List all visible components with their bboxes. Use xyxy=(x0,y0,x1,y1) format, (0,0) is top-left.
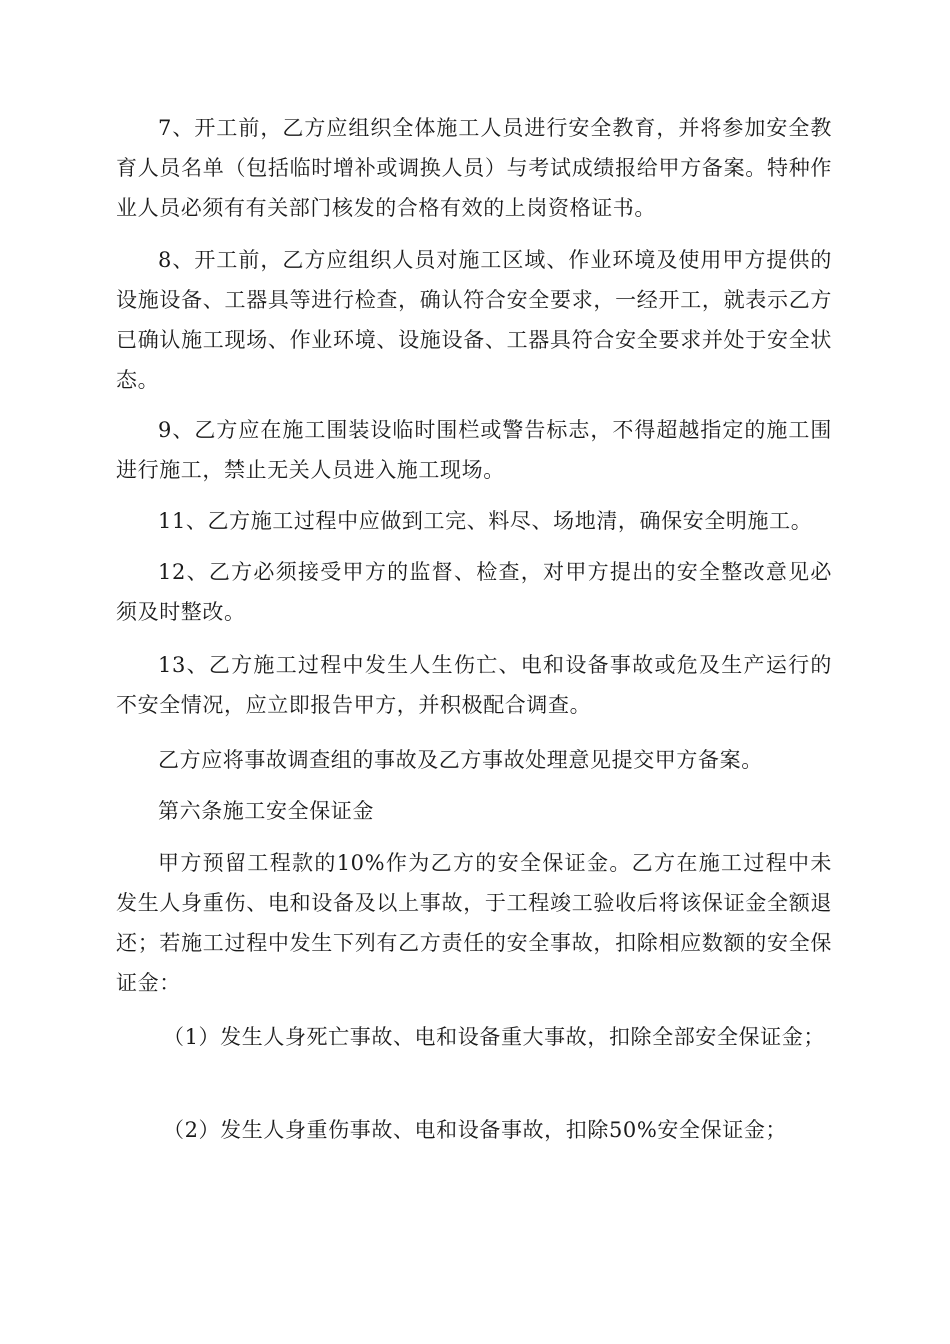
paragraph-deduction-2: （2）发生人身重伤事故、电和设备事故，扣除50%安全保证金； xyxy=(163,1118,788,1142)
paragraph-item-8: 8、开工前，乙方应组织人员对施工区域、作业环境及使用甲方提供的设施设备、工器具等进行检查，确认符合安全要求，一经开工，就表示乙方已确认施工现场、作业环境、设施设备、工器具符合安全要求并处于安全状态。 xyxy=(116,248,832,392)
paragraph-accident-report: 乙方应将事故调查组的事故及乙方事故处理意见提交甲方备案。 xyxy=(158,748,763,772)
paragraph-item-7: 7、开工前，乙方应组织全体施工人员进行安全教育，并将参加安全教育人员名单（包括临时增补或调换人员）与考试成绩报给甲方备案。特种作业人员必须有有关部门核发的合格有效的上岗资格证书。 xyxy=(116,116,832,220)
section-heading-article-6: 第六条施工安全保证金 xyxy=(158,799,374,823)
paragraph-item-11: 11、乙方施工过程中应做到工完、料尽、场地清，确保安全明施工。 xyxy=(158,509,813,533)
paragraph-item-12: 12、乙方必须接受甲方的监督、检查，对甲方提出的安全整改意见必须及时整改。 xyxy=(116,560,832,624)
paragraph-deduction-1: （1）发生人身死亡事故、电和设备重大事故，扣除全部安全保证金； xyxy=(163,1025,825,1049)
paragraph-item-13: 13、乙方施工过程中发生人生伤亡、电和设备事故或危及生产运行的不安全情况，应立即报告甲方，并积极配合调查。 xyxy=(116,653,832,717)
paragraph-deposit: 甲方预留工程款的10%作为乙方的安全保证金。乙方在施工过程中未发生人身重伤、电和设备及以上事故，于工程竣工验收后将该保证金全额退还；若施工过程中发生下列有乙方责任的安全事故，扣除相应数额的安全保证金： xyxy=(116,851,832,995)
paragraph-item-9: 9、乙方应在施工围装设临时围栏或警告标志，不得超越指定的施工围进行施工，禁止无关人员进入施工现场。 xyxy=(116,418,832,482)
